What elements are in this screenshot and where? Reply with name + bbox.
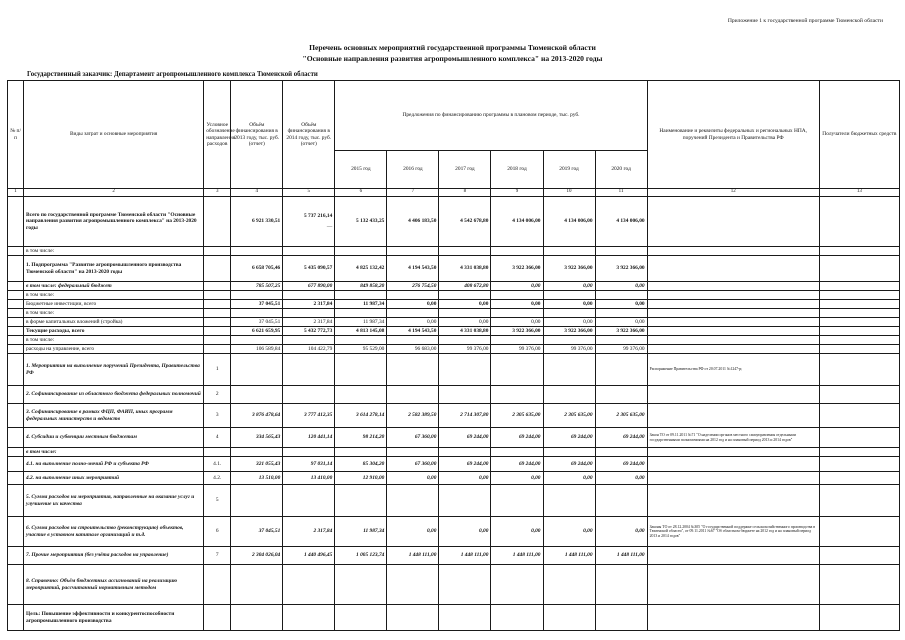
cell-value: 2 317,84 xyxy=(283,300,335,309)
state-customer: Государственный заказчик: Департамент агропромышленного комплекса Тюменской области xyxy=(27,71,318,78)
cell-value: 0,00 xyxy=(491,300,543,309)
cell-value: 13 410,00 xyxy=(283,472,335,485)
cell-value: 0,00 xyxy=(387,472,439,485)
cell-value: 334 565,43 xyxy=(231,428,283,448)
cell-value: 2 305 635,00 xyxy=(491,404,543,428)
header-year: 2019 год xyxy=(543,151,595,189)
header-year: 2016 год xyxy=(387,151,439,189)
cell-value: 69 244,00 xyxy=(491,428,543,448)
row-label: 7. Прочие мероприятия (без учёта расходов на управление) xyxy=(24,547,204,565)
cell-value: 321 055,43 xyxy=(231,457,283,472)
cell-value: 0,00 xyxy=(543,282,595,291)
table-row xyxy=(8,565,900,605)
cell-value: 11 987,34 xyxy=(335,300,387,309)
table-row xyxy=(8,428,900,448)
table-row xyxy=(8,386,900,404)
cell-value: 0,00 xyxy=(543,472,595,485)
cell-value: 69 244,00 xyxy=(439,428,491,448)
document-title xyxy=(0,42,905,64)
row-label: 5. Сумма расходов на мероприятия, направленные на оказание услуг и улучшение их качества xyxy=(24,485,204,517)
cell-value: 0,00 xyxy=(595,318,647,327)
cell-value: 69 244,00 xyxy=(543,428,595,448)
cell-value: 99 376,00 xyxy=(491,345,543,354)
table-row xyxy=(8,309,900,318)
cell-value: 104 422,79 xyxy=(283,345,335,354)
cell-value: 4 134 006,00 xyxy=(543,197,595,247)
cell-value: 0,00 xyxy=(543,300,595,309)
table-row xyxy=(8,256,900,282)
header-vol2013: Объём финансирования в 2013 году, тыс. руб. (отчет) xyxy=(231,81,283,189)
cell-value: 3 922 366,00 xyxy=(491,256,543,282)
cell-value: 37 045,51 xyxy=(231,300,283,309)
direction-code: 7 xyxy=(204,547,231,565)
cell-value: 67 360,00 xyxy=(387,428,439,448)
cell-value: 4 331 038,80 xyxy=(439,256,491,282)
cell-value: 4 406 183,50 xyxy=(387,197,439,247)
header-year: 2015 год xyxy=(335,151,387,189)
row-label: Текущие расходы, всего xyxy=(24,327,204,336)
row-label: в том числе: xyxy=(24,247,204,256)
row-label: 2. Софинансирование из областного бюджета федеральных полномочий xyxy=(24,386,204,404)
table-row xyxy=(8,282,900,291)
cell-value: 4 194 543,50 xyxy=(387,327,439,336)
cell-value: 5 432 772,73 xyxy=(283,327,335,336)
cell-value: 3 777 412,35 xyxy=(283,404,335,428)
cell-value: 2 714 307,80 xyxy=(439,404,491,428)
cell-value: 97 031,14 xyxy=(283,457,335,472)
npa-note: Распоряжение Правительства РФ от 20.07.2011 №1247-р; xyxy=(647,354,819,386)
cell-value: 106 589,84 xyxy=(231,345,283,354)
direction-code: 1 xyxy=(204,354,231,386)
direction-code: 5 xyxy=(204,485,231,517)
table-row xyxy=(8,197,900,247)
row-label: 1. Мероприятия на выполнение поручений Президента, Правительства РФ xyxy=(24,354,204,386)
cell-value: 13 510,00 xyxy=(231,472,283,485)
cell-value: 99 376,00 xyxy=(543,345,595,354)
dash-mark: — xyxy=(326,223,333,230)
header-npa: Наименование и реквизиты федеральных и региональных НПА, поручений Президента и Правительства РФ xyxy=(647,81,819,189)
table-row xyxy=(8,457,900,472)
row-label: Цель: Повышение эффективности и конкурентоспособности агропромышленного производства xyxy=(24,605,204,631)
cell-value: 677 890,00 xyxy=(283,282,335,291)
column-number: 1 xyxy=(8,189,24,197)
row-label: в том числе: xyxy=(24,309,204,318)
cell-value: 0,00 xyxy=(595,282,647,291)
cell-value: 67 360,00 xyxy=(387,457,439,472)
cell-value: 0,00 xyxy=(491,517,543,547)
cell-value: 0,00 xyxy=(595,517,647,547)
cell-value: 1 005 123,74 xyxy=(335,547,387,565)
cell-value: 69 244,00 xyxy=(595,457,647,472)
cell-value: 4 542 678,80 xyxy=(439,197,491,247)
cell-value: 3 922 366,00 xyxy=(491,327,543,336)
column-number: 5 xyxy=(283,189,335,197)
cell-value: 69 244,00 xyxy=(543,457,595,472)
table-row xyxy=(8,605,900,631)
cell-value: 0,00 xyxy=(543,318,595,327)
title-line-2: "Основные направления развития агропромышленного комплекса" на 2013-2020 годы xyxy=(302,54,603,63)
cell-value: 1 448 111,00 xyxy=(439,547,491,565)
table-row xyxy=(8,336,900,345)
column-number: 8 xyxy=(439,189,491,197)
row-label: в том числе: xyxy=(24,336,204,345)
cell-value: 37 045,51 xyxy=(231,517,283,547)
cell-value: 6 658 705,46 xyxy=(231,256,283,282)
row-label: 6. Сумма расходов на строительство (реконструкцию) объектов, участие в уставном капитале организаций и т.д. xyxy=(24,517,204,547)
cell-value: 5 435 090,57 xyxy=(283,256,335,282)
direction-code: 4.1. xyxy=(204,457,231,472)
title-line-1: Перечень основных мероприятий государственной программы Тюменской области xyxy=(309,43,596,52)
row-label: 4. Субсидии и субвенции местным бюджетам xyxy=(24,428,204,448)
table-row xyxy=(8,247,900,256)
cell-value: 276 754,50 xyxy=(387,282,439,291)
cell-value: 0,00 xyxy=(439,517,491,547)
cell-value: 5 132 433,25 xyxy=(335,197,387,247)
cell-value: 0,00 xyxy=(439,318,491,327)
column-number: 7 xyxy=(387,189,439,197)
cell-value: 96 683,00 xyxy=(387,345,439,354)
header-year: 2018 год xyxy=(491,151,543,189)
cell-value: 4 813 145,08 xyxy=(335,327,387,336)
cell-value: 120 441,14 xyxy=(283,428,335,448)
table-row xyxy=(8,327,900,336)
row-label: 4.2. на выполнение иных мероприятий xyxy=(24,472,204,485)
table-row xyxy=(8,472,900,485)
cell-value: 2 305 635,00 xyxy=(543,404,595,428)
row-label: в том числе: xyxy=(24,291,204,300)
column-number: 10 xyxy=(543,189,595,197)
cell-value: 69 244,00 xyxy=(439,457,491,472)
cell-value: 37 045,51 xyxy=(231,318,283,327)
cell-value: 0,00 xyxy=(491,282,543,291)
cell-value: 4 825 132,42 xyxy=(335,256,387,282)
header-code: Условное обозначение направления расходов xyxy=(204,81,231,189)
cell-value: 2 317,84 xyxy=(283,517,335,547)
cell-value: 1 448 111,00 xyxy=(491,547,543,565)
direction-code: 4.2. xyxy=(204,472,231,485)
cell-value: 69 244,00 xyxy=(491,457,543,472)
cell-value: 408 672,80 xyxy=(439,282,491,291)
direction-code: 3 xyxy=(204,404,231,428)
row-label: в том числе: xyxy=(24,448,204,457)
table-row xyxy=(8,345,900,354)
cell-value: 785 507,25 xyxy=(231,282,283,291)
cell-value: 4 194 543,50 xyxy=(387,256,439,282)
cell-value: 1 448 111,00 xyxy=(595,547,647,565)
column-number: 11 xyxy=(595,189,647,197)
cell-value: 99 376,00 xyxy=(439,345,491,354)
direction-code: 4 xyxy=(204,428,231,448)
table-row xyxy=(8,448,900,457)
row-label: Всего по государственной программе Тюменской области "Основные направления развития агропромышленного комплекса" на 2013-2020 годы xyxy=(24,197,204,247)
cell-value: 95 529,00 xyxy=(335,345,387,354)
column-number: 4 xyxy=(231,189,283,197)
cell-value: 98 214,20 xyxy=(335,428,387,448)
cell-value: 0,00 xyxy=(595,472,647,485)
activities-table xyxy=(7,80,900,631)
cell-value: 3 922 366,00 xyxy=(595,256,647,282)
cell-value: 5 737 216,14 — xyxy=(283,197,335,247)
cell-value: 6 921 330,51 xyxy=(231,197,283,247)
table-row xyxy=(8,404,900,428)
cell-value: 4 134 006,00 xyxy=(595,197,647,247)
header-proposals: Предложения по финансированию программы в плановом периоде, тыс. руб. xyxy=(335,81,647,151)
row-label: 4.1. на выполнение полно-мочий РФ и субъекта РФ xyxy=(24,457,204,472)
row-label: расходы на управление, всего xyxy=(24,345,204,354)
cell-value: 0,00 xyxy=(491,472,543,485)
column-number: 9 xyxy=(491,189,543,197)
header-vol2014: Объём финансирования в 2014 году, тыс. руб. (отчет) xyxy=(283,81,335,189)
table-row xyxy=(8,291,900,300)
table-row xyxy=(8,354,900,386)
cell-value: 1 448 111,00 xyxy=(543,547,595,565)
cell-value: 0,00 xyxy=(439,300,491,309)
header-recipients: Получатели бюджетных средств xyxy=(819,81,899,189)
cell-value: 1 440 496,45 xyxy=(283,547,335,565)
row-label: 3. Софинансирование в рамках ФЦП, ФАИП, иных программ федеральных министерств и ведомств xyxy=(24,404,204,428)
row-label: в форме капитальных вложений (стройка) xyxy=(24,318,204,327)
cell-value: 99 376,00 xyxy=(595,345,647,354)
appendix-note: Приложение 1 к государственной программе Тюменской области xyxy=(727,18,883,24)
column-number: 6 xyxy=(335,189,387,197)
header-year: 2017 год xyxy=(439,151,491,189)
table-row xyxy=(8,300,900,309)
cell-value: 3 922 366,00 xyxy=(543,256,595,282)
cell-value: 0,00 xyxy=(595,300,647,309)
header-types: Виды затрат и основные мероприятия xyxy=(24,81,204,189)
table-row xyxy=(8,485,900,517)
direction-code: 6 xyxy=(204,517,231,547)
cell-value: 3 922 366,00 xyxy=(595,327,647,336)
cell-value: 3 614 278,14 xyxy=(335,404,387,428)
cell-value: 2 317,84 xyxy=(283,318,335,327)
cell-value: 3 876 478,64 xyxy=(231,404,283,428)
table-row xyxy=(8,547,900,565)
cell-value: 0,00 xyxy=(491,318,543,327)
row-label: 1. Подпрограмма "Развитие агропромышленного производства Тюменской области" на 2013-2020 годы xyxy=(24,256,204,282)
column-number: 13 xyxy=(819,189,899,197)
cell-value: 4 134 006,00 xyxy=(491,197,543,247)
cell-value: 0,00 xyxy=(387,517,439,547)
cell-value: 1 448 111,00 xyxy=(387,547,439,565)
cell-value: 69 244,00 xyxy=(595,428,647,448)
row-label: 8. Справочно: Объём бюджетных ассигнований на реализацию мероприятий, рассчитанный нормативным методом xyxy=(24,565,204,605)
column-number: 3 xyxy=(204,189,231,197)
npa-note: Закон ТО от 09.11.2011 №71 "О наделении органов местного самоуправления отдельными государственными полномочиями на 2012 год и на плановый период 2013 и 2014 годов" xyxy=(647,428,819,448)
table-row xyxy=(8,517,900,547)
npa-note: Законы ТО от 28.12.2004 №305 "О государственной поддержке сельскохозяйственного производства в Тюменской области", от 09.11.2011 №67 "Об областном бюджете на 2012 год и на плановый период 2013 и 2014 годов" xyxy=(647,517,819,547)
cell-value: 2 305 635,00 xyxy=(595,404,647,428)
header-year: 2020 год xyxy=(595,151,647,189)
cell-value: 3 922 366,00 xyxy=(543,327,595,336)
direction-code: 2 xyxy=(204,386,231,404)
table-row xyxy=(8,318,900,327)
column-number: 2 xyxy=(24,189,204,197)
cell-value: 2 304 026,04 xyxy=(231,547,283,565)
cell-value: 6 621 659,95 xyxy=(231,327,283,336)
cell-value: 4 331 038,80 xyxy=(439,327,491,336)
cell-value: 849 858,20 xyxy=(335,282,387,291)
cell-value: 2 582 389,50 xyxy=(387,404,439,428)
header-no: № п/п xyxy=(8,81,24,189)
cell-value: 0,00 xyxy=(439,472,491,485)
cell-value: 0,00 xyxy=(543,517,595,547)
cell-value: 11 987,34 xyxy=(335,318,387,327)
row-label: в том числе: федеральный бюджет xyxy=(24,282,204,291)
cell-value: 0,00 xyxy=(387,318,439,327)
column-number: 12 xyxy=(647,189,819,197)
cell-value: 11 987,34 xyxy=(335,517,387,547)
cell-value: 85 304,20 xyxy=(335,457,387,472)
cell-value: 12 910,00 xyxy=(335,472,387,485)
cell-value: 0,00 xyxy=(387,300,439,309)
row-label: Бюджетные инвестиции, всего xyxy=(24,300,204,309)
